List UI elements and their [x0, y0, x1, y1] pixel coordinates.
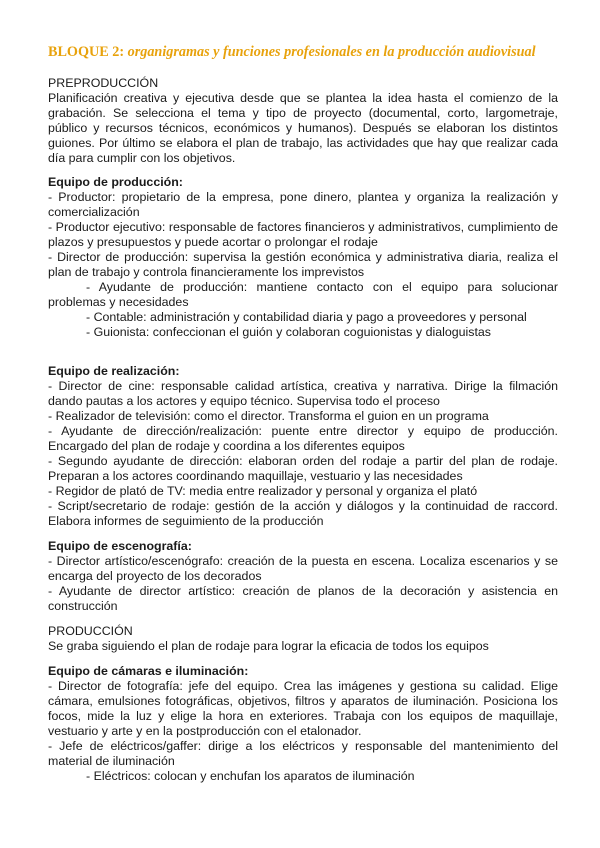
list-item: - Script/secretario de rodaje: gestión de la acción y diálogos y la continuidad de raccord. Elabora informes de seguimiento de la producción — [48, 499, 558, 528]
section-label-preproduccion: PREPRODUCCIÓN — [48, 76, 159, 90]
preproduccion-intro: Planificación creativa y ejecutiva desde que se plantea la idea hasta el comienzo de la grabación. Se selecciona el tema y tipo de proyecto (documental, corto, largometraje, público y recursos técnicos, económicos y humanos). Después se elaboran los distintos guiones. Por último se elabora el plan de trabajo, las actividades que hay que realizar cada día para cumplir con los objetivos. — [48, 91, 558, 165]
heading-equipo-produccion: Equipo de producción: — [48, 175, 183, 189]
document-title — [48, 44, 558, 60]
list-item: - Productor: propietario de la empresa, pone dinero, plantea y organiza la realización y comercialización — [48, 190, 558, 219]
list-item: - Ayudante de dirección/realización: puente entre director y equipo de producción. Encargado del plan de rodaje y coordina a los diferentes equipos — [48, 424, 558, 453]
list-item: - Segundo ayudante de dirección: elaboran orden del rodaje a partir del plan de rodaje. Preparan a los actores coordinando maquillaje, vestuario y las necesidades — [48, 454, 558, 483]
list-item: - Guionista: confeccionan el guión y colaboran coguionistas y dialoguistas — [86, 325, 492, 339]
list-item: - Jefe de eléctricos/gaffer: dirige a los eléctricos y responsable del mantenimiento del material de iluminación — [48, 739, 558, 768]
list-item: - Contable: administración y contabilidad diaria y pago a proveedores y personal — [86, 310, 527, 324]
list-item: - Productor ejecutivo: responsable de factores financieros y administrativos, cumplimiento de plazos y presupuestos y puede acortar o prolongar el rodaje — [48, 220, 558, 249]
heading-equipo-camaras: Equipo de cámaras e iluminación: — [48, 664, 249, 678]
heading-equipo-escenografia: Equipo de escenografía: — [48, 539, 192, 553]
title-text: organigramas y funciones profesionales en la producción audiovisual — [127, 44, 536, 60]
list-item: - Director de producción: supervisa la gestión económica y administrativa diaria, realiza el plan de trabajo y controla financieramente los imprevistos — [48, 250, 558, 279]
list-item: - Realizador de televisión: como el director. Transforma el guion en un programa — [48, 409, 489, 423]
list-item: - Director artístico/escenógrafo: creación de la puesta en escena. Localiza escenarios y se encarga del proyecto de los decorados — [48, 554, 558, 583]
list-item: - Ayudante de director artístico: creación de planos de la decoración y asistencia en construcción — [48, 584, 558, 613]
title-prefix: BLOQUE 2: — [48, 44, 125, 60]
section-label-produccion: PRODUCCIÓN — [48, 624, 133, 638]
list-item: - Director de fotografía: jefe del equipo. Crea las imágenes y gestiona su calidad. Elige cámara, emulsiones fotográficas, objetivos, filtros y aparatos de iluminación. Posiciona los focos, mide la luz y elige la hora en exteriores. Trabaja con los equipos de maquillaje, vestuario y arte y en la postproducción con el etalonador. — [48, 679, 558, 738]
produccion-intro: Se graba siguiendo el plan de rodaje para lograr la eficacia de todos los equipos — [48, 639, 489, 653]
list-item: - Director de cine: responsable calidad artística, creativa y narrativa. Dirige la filmación dando pautas a los actores y equipo técnico. Supervisa todo el proceso — [48, 379, 558, 408]
list-item: - Ayudante de producción: mantiene contacto con el equipo para solucionar problemas y necesidades — [48, 280, 558, 309]
list-item: - Regidor de plató de TV: media entre realizador y personal y organiza el plató — [48, 484, 478, 498]
document-page — [48, 44, 558, 784]
list-item: - Eléctricos: colocan y enchufan los aparatos de iluminación — [86, 769, 415, 783]
heading-equipo-realizacion: Equipo de realización: — [48, 364, 180, 378]
